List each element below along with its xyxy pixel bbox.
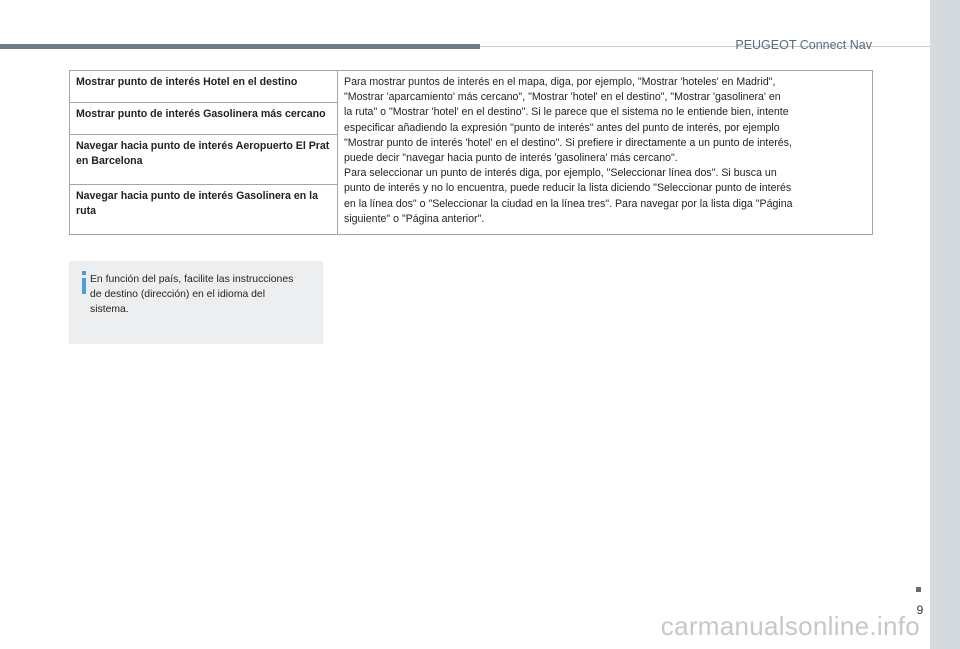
info-icon <box>78 271 90 295</box>
header-accent-bar <box>0 44 480 49</box>
note-line: de destino (dirección) en el idioma del <box>90 289 266 300</box>
response-line: Para mostrar puntos de interés en el mapa, diga, por ejemplo, "Mostrar 'hoteles' en Madrid", <box>344 76 776 88</box>
command-cell: Navegar hacia punto de interés Aeropuerto El Prat en Barcelona <box>70 135 338 185</box>
header-title: PEUGEOT Connect Nav <box>735 38 872 52</box>
command-cell: Mostrar punto de interés Hotel en el destino <box>70 71 338 103</box>
info-note-text <box>90 272 320 317</box>
response-line: puede decir "navegar hacia punto de interés 'gasolinera' más cercano". <box>344 152 678 165</box>
response-line: Para seleccionar un punto de interés diga, por ejemplo, "Seleccionar línea dos". Si busca un <box>344 167 777 180</box>
response-line: "Mostrar punto de interés 'hotel' en el destino". Si prefiere ir directamente a un punto de interés, <box>344 136 792 149</box>
command-cell: Mostrar punto de interés Gasolinera más cercano <box>70 103 338 135</box>
response-cell <box>338 71 873 235</box>
response-line: especificar añadiendo la expresión "punto de interés" antes del punto de interés, por ejemplo <box>344 121 780 134</box>
page-number: 9 <box>916 603 924 617</box>
info-note <box>69 261 323 344</box>
page-marker-icon <box>916 587 921 592</box>
response-line: "Mostrar 'aparcamiento' más cercano", "Mostrar 'hotel' en el destino", "Mostrar 'gasolinera' en <box>344 91 781 104</box>
watermark: carmanualsonline.info <box>660 611 920 641</box>
side-strip <box>930 0 960 649</box>
note-line: En función del país, facilite las instrucciones <box>90 274 294 285</box>
response-line: en la línea dos" o "Seleccionar la ciudad en la línea tres". Para navegar por la lista diga "Página <box>344 197 793 210</box>
command-cell: Navegar hacia punto de interés Gasolinera en la ruta <box>70 185 338 235</box>
response-line: la ruta" o "Mostrar 'hotel' en el destino". Si le parece que el sistema no le entiende bien, intente <box>344 106 789 119</box>
note-line: sistema. <box>90 304 129 315</box>
table-row <box>70 71 873 103</box>
voice-commands-table <box>69 70 873 235</box>
response-line: siguiente" o "Página anterior". <box>344 212 485 225</box>
response-line: punto de interés y no lo encuentra, puede reducir la lista diciendo "Seleccionar punto de interés <box>344 182 792 195</box>
